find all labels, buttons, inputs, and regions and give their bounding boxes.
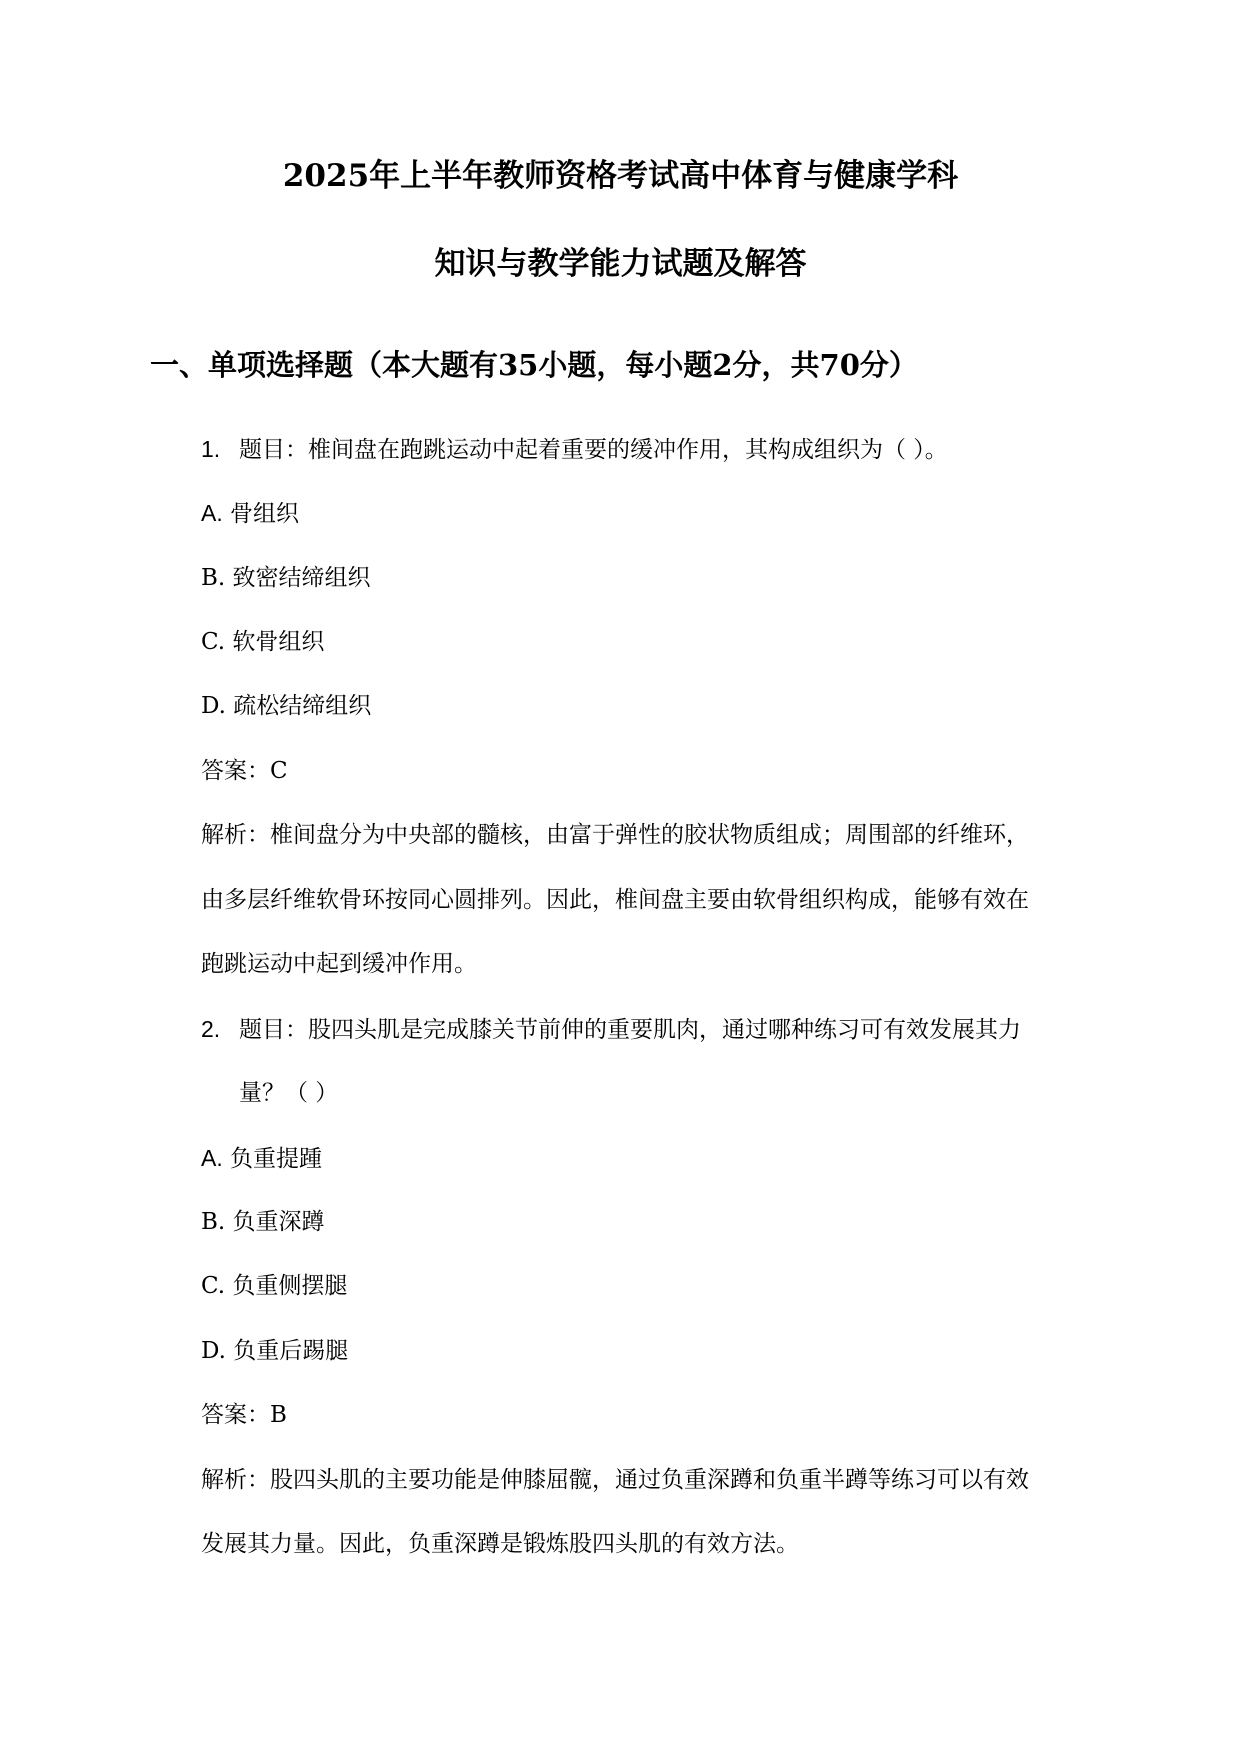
option-label: A. (201, 1145, 223, 1171)
question-1-number: 1. (201, 436, 221, 462)
question-1-option-a (201, 496, 299, 531)
document-title-line-2: 知识与教学能力试题及解答 (434, 246, 807, 282)
option-text: 负重深蹲 (232, 1209, 325, 1235)
option-label: B. (201, 1209, 226, 1235)
question-2-text-line-1: 题目：股四头肌是完成膝关节前伸的重要肌肉，通过哪种练习可有效发展其力 (239, 1017, 1021, 1043)
question-2-analysis-line-2: 发展其力量。因此，负重深蹲是锻炼股四头肌的有效方法。 (201, 1531, 799, 1557)
option-text: 软骨组织 (232, 629, 325, 655)
question-2-option-d (201, 1334, 348, 1368)
option-label: A. (201, 500, 223, 526)
option-label: D. (201, 693, 226, 719)
question-1-stem (201, 432, 948, 467)
question-2-option-c (201, 1269, 347, 1303)
question-1-answer: 答案：C (201, 758, 288, 784)
question-2-stem (201, 1012, 1021, 1047)
option-text: 负重后踢腿 (233, 1338, 349, 1364)
option-text: 负重侧摆腿 (232, 1273, 348, 1299)
option-text: 骨组织 (230, 501, 300, 527)
document-title-line-1: 2025年上半年教师资格考试高中体育与健康学科 (282, 158, 959, 194)
option-text: 致密结缔组织 (232, 565, 371, 591)
question-1-text: 题目：椎间盘在跑跳运动中起着重要的缓冲作用，其构成组织为（ ）。 (239, 437, 948, 463)
option-label: C. (201, 1273, 226, 1299)
option-label: D. (201, 1338, 226, 1364)
question-1-option-c (201, 625, 324, 659)
question-2-text-line-2: 量？（ ） (239, 1080, 339, 1106)
option-label: C. (201, 629, 226, 655)
option-text: 负重提踵 (230, 1146, 323, 1172)
section-heading: 一、单项选择题（本大题有35小题，每小题2分，共70分） (150, 348, 918, 382)
question-1-option-d (201, 689, 371, 723)
question-1-option-b (201, 561, 371, 595)
question-2-answer: 答案：B (201, 1402, 287, 1428)
question-2-option-b (201, 1205, 325, 1239)
question-2-analysis-line-1: 解析：股四头肌的主要功能是伸膝屈髋，通过负重深蹲和负重半蹲等练习可以有效 (201, 1467, 1029, 1493)
option-label: B. (201, 565, 226, 591)
question-1-analysis-line-1: 解析：椎间盘分为中央部的髓核，由富于弹性的胶状物质组成；周围部的纤维环， (201, 822, 1029, 848)
question-2-number: 2. (201, 1016, 221, 1042)
question-2-option-a (201, 1141, 322, 1176)
question-1-analysis-line-2: 由多层纤维软骨环按同心圆排列。因此，椎间盘主要由软骨组织构成，能够有效在 (201, 887, 1029, 913)
question-1-analysis-line-3: 跑跳运动中起到缓冲作用。 (201, 951, 477, 977)
option-text: 疏松结缔组织 (233, 693, 372, 719)
